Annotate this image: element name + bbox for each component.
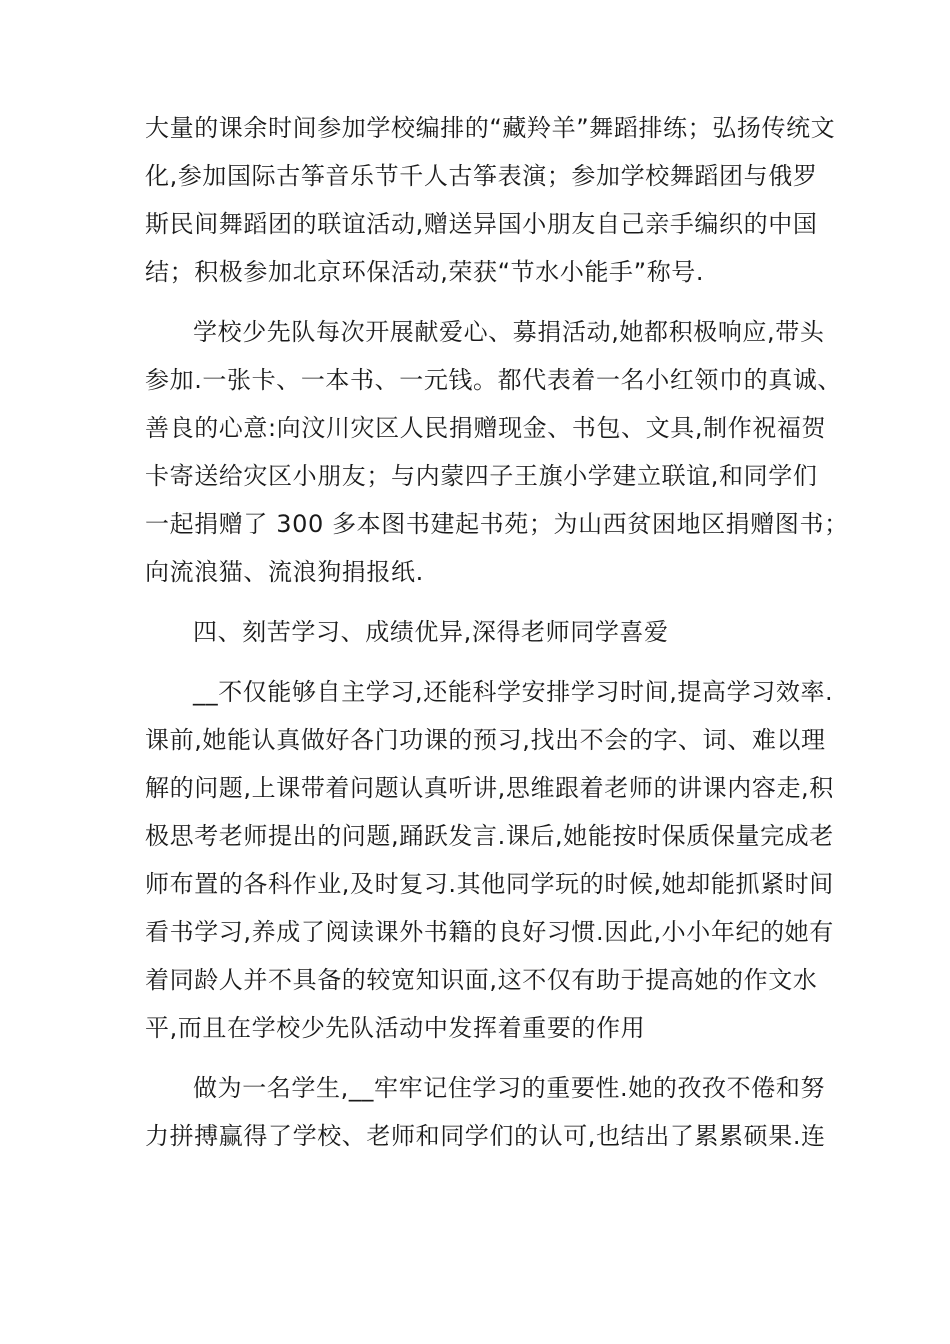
paragraph: [145, 668, 834, 1052]
text-line: 做为一名学生,__牢牢记住学习的重要性.她的孜孜不倦和努: [193, 1074, 826, 1102]
paragraph-gap: [145, 596, 807, 608]
text-line: 极思考老师提出的问题,踊跃发言.课后,她能按时保质保量完成老: [145, 822, 834, 850]
text-line: 向流浪猫、流浪狗捐报纸.: [145, 558, 424, 586]
paragraph-gap: [145, 656, 807, 668]
text-line: 斯民间舞蹈团的联谊活动,赠送异国小朋友自己亲手编织的中国: [145, 210, 818, 238]
text-line: 课前,她能认真做好各门功课的预习,找出不会的字、词、难以理: [145, 726, 826, 754]
paragraph-gap: [145, 296, 807, 308]
document-body: [145, 104, 849, 1160]
paragraph: [145, 308, 849, 596]
text-line: 卡寄送给灾区小朋友；与内蒙四子王旗小学建立联谊,和同学们: [145, 462, 818, 490]
paragraph: [145, 104, 836, 296]
text-line: 学校少先队每次开展献爱心、募捐活动,她都积极响应,带头: [193, 318, 825, 346]
text-line: 参加.一张卡、一本书、一元钱。都代表着一名小红领巾的真诚、: [145, 366, 843, 394]
text-line: 力拼搏赢得了学校、老师和同学们的认可,也结出了累累硕果.连: [145, 1122, 826, 1150]
text-line: 看书学习,养成了阅读课外书籍的良好习惯.因此,小小年纪的她有: [145, 918, 834, 946]
text-line: 着同龄人并不具备的较宽知识面,这不仅有助于提高她的作文水: [145, 966, 818, 994]
text-line: 一起捐赠了 300 多本图书建起书苑；为山西贫困地区捐赠图书；: [145, 510, 849, 538]
text-line: 善良的心意:向汶川灾区人民捐赠现金、书包、文具,制作祝福贺: [145, 414, 827, 442]
paragraph: [145, 608, 807, 656]
text-line: 结；积极参加北京环保活动,荣获“节水小能手”称号.: [145, 258, 705, 286]
paragraph-gap: [145, 1052, 807, 1064]
text-line: 四、刻苦学习、成绩优异,深得老师同学喜爱: [193, 618, 669, 646]
text-line: 解的问题,上课带着问题认真听讲,思维跟着老师的讲课内容走,积: [145, 774, 834, 802]
paragraph: [145, 1064, 826, 1160]
text-line: 师布置的各科作业,及时复习.其他同学玩的时候,她却能抓紧时间: [145, 870, 834, 898]
text-line: 化,参加国际古筝音乐节千人古筝表演；参加学校舞蹈团与俄罗: [145, 162, 818, 190]
text-line: __不仅能够自主学习,还能科学安排学习时间,提高学习效率.: [193, 678, 834, 706]
text-line: 大量的课余时间参加学校编排的“藏羚羊”舞蹈排练；弘扬传统文: [145, 114, 836, 142]
text-line: 平,而且在学校少先队活动中发挥着重要的作用: [145, 1014, 646, 1042]
